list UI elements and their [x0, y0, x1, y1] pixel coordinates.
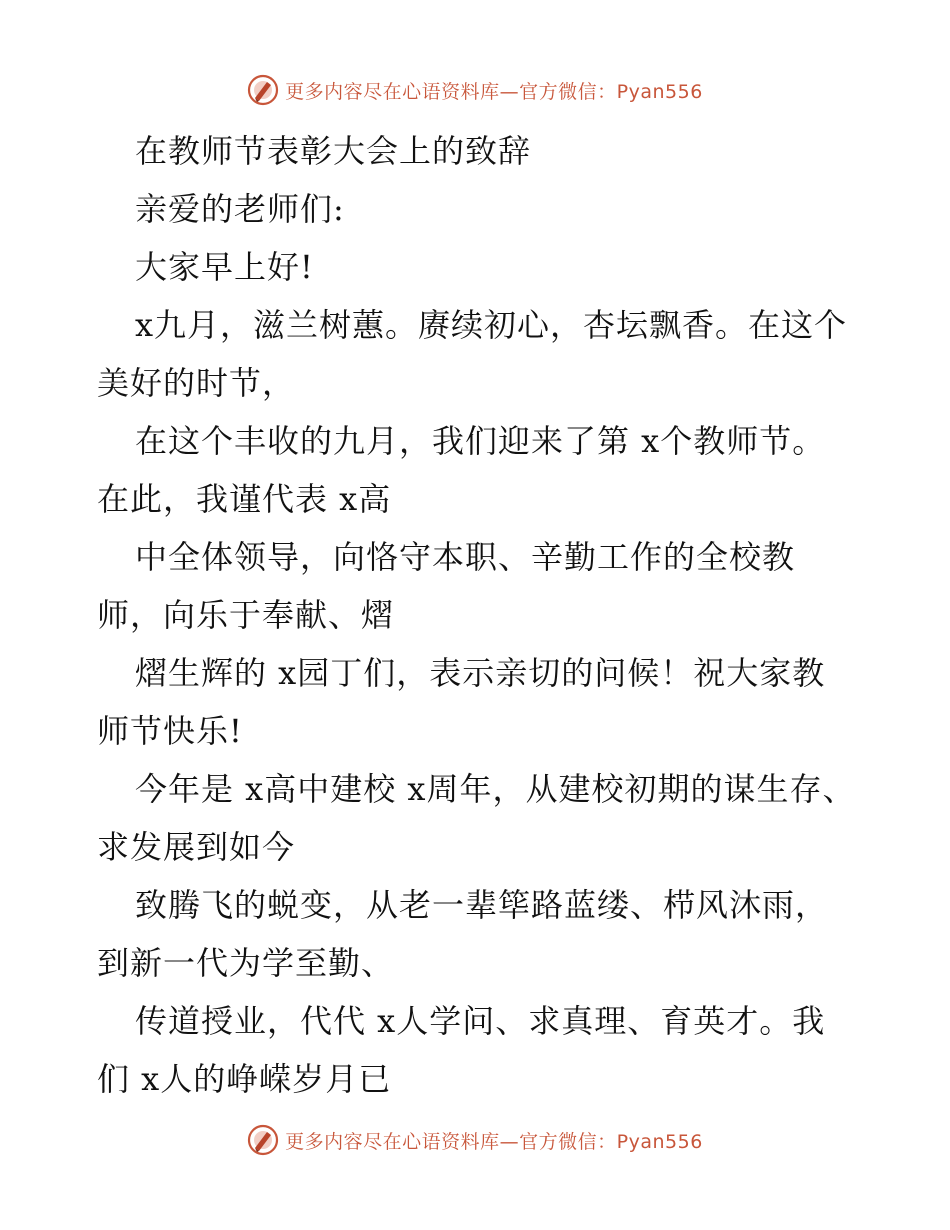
pen-logo-icon — [247, 1124, 279, 1156]
body-paragraph: 中全体领导，向恪守本职、辛勤工作的全校教师，向乐于奉献、熠 — [97, 538, 796, 634]
watermark-text: 更多内容尽在心语资料库—官方微信：Pyan556 — [285, 80, 703, 103]
body-paragraph: 传道授业，代代 x人学问、求真理、育英才。我们 x人的峥嵘岁月已 — [97, 1002, 826, 1098]
document-body — [97, 122, 857, 1108]
body-paragraph: 今年是 x高中建校 x周年，从建校初期的谋生存、求发展到如今 — [97, 770, 856, 866]
body-paragraph: 致腾飞的蜕变，从老一辈筚路蓝缕、栉风沐雨，到新一代为学至勤、 — [97, 886, 829, 982]
footer-watermark — [0, 1120, 950, 1160]
greeting: 大家早上好! — [135, 248, 314, 286]
body-paragraph: x九月，滋兰树蕙。赓续初心，杏坛飘香。在这个美好的时节， — [97, 306, 848, 402]
document-title: 在教师节表彰大会上的致辞 — [135, 132, 532, 170]
body-paragraph: 熠生辉的 x园丁们，表示亲切的问候！祝大家教师节快乐! — [97, 654, 826, 750]
pen-logo-icon — [247, 74, 279, 106]
body-paragraph: 在这个丰收的九月，我们迎来了第 x个教师节。在此，我谨代表 x高 — [97, 422, 826, 518]
header-watermark — [0, 70, 950, 110]
salutation: 亲爱的老师们: — [135, 190, 345, 228]
watermark-text: 更多内容尽在心语资料库—官方微信：Pyan556 — [285, 1130, 703, 1153]
